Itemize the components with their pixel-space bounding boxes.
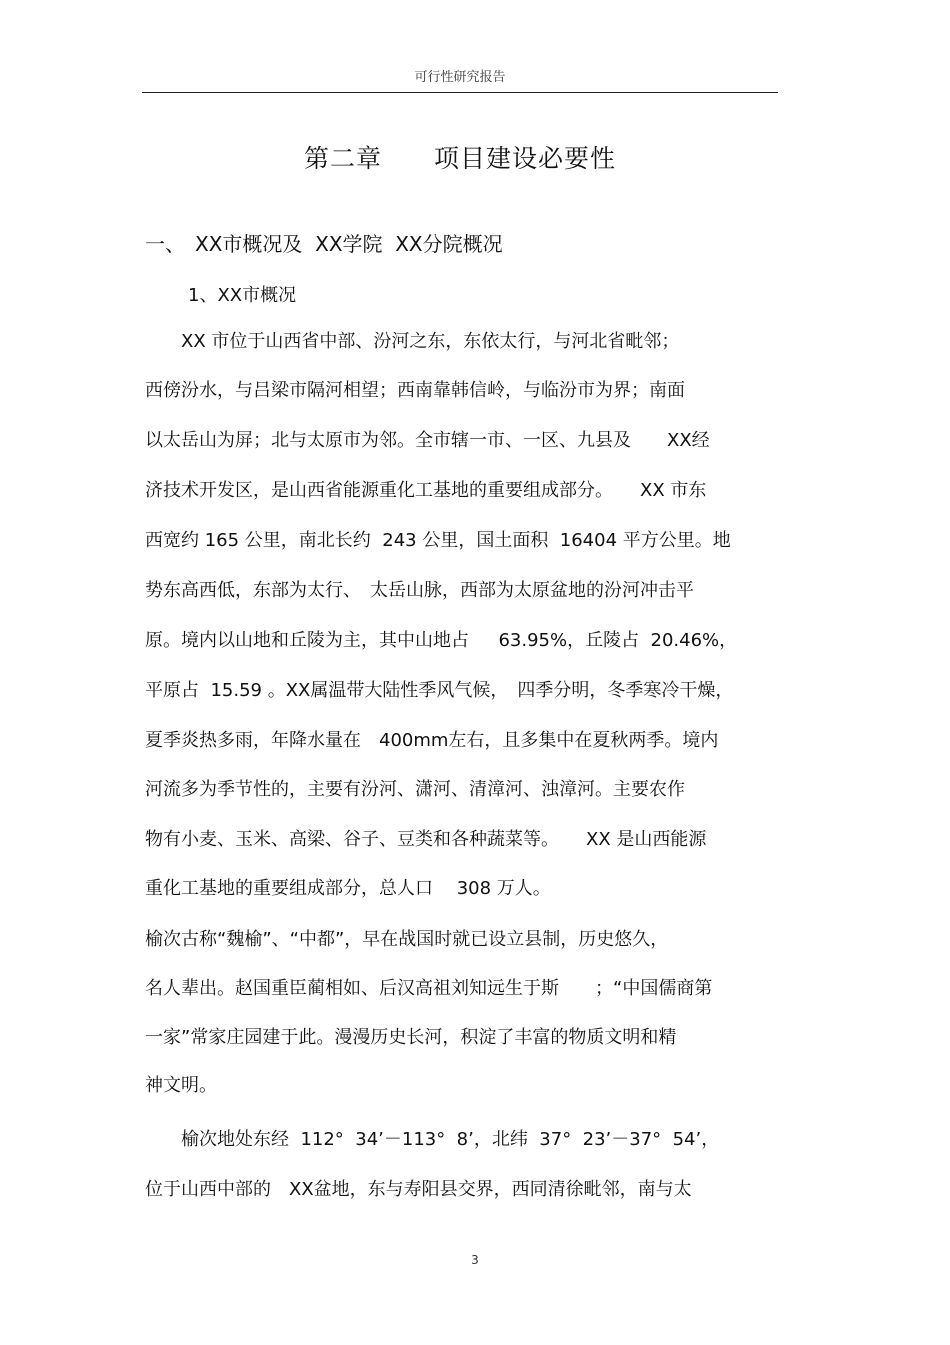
body-line: 平原占 15.59 。XX属温带大陆性季风气候， 四季分明，冬季寒冷干燥， [145, 680, 734, 701]
body-line: 西傍汾水，与吕梁市隔河相望；西南靠韩信岭，与临汾市为界；南面 [145, 380, 685, 401]
body-line: 原。境内以山地和丘陵为主，其中山地占 63.95%，丘陵占 20.46%， [145, 630, 738, 651]
body-line: 位于山西中部的 XX盆地，东与寿阳县交界，西同清徐毗邻，南与太 [145, 1179, 692, 1200]
body-line: 济技术开发区，是山西省能源重化工基地的重要组成部分。 XX 市东 [145, 480, 707, 501]
body-line: 一家”常家庄园建于此。漫漫历史长河，积淀了丰富的物质文明和精 [145, 1027, 677, 1048]
chapter-title: 第二章 项目建设必要性 [303, 143, 616, 173]
body-line: 榆次古称“魏榆”、“中都”，早在战国时就已设立县制，历史悠久， [145, 929, 669, 950]
body-line: 神文明。 [145, 1075, 217, 1096]
body-line: 势东高西低，东部为太行、 太岳山脉，西部为太原盆地的汾河冲击平 [145, 580, 694, 601]
body-line: XX 市位于山西省中部、汾河之东，东依太行，与河北省毗邻； [145, 331, 680, 352]
running-header: 可行性研究报告 [414, 70, 506, 85]
body-line: 榆次地处东经 112° 34’－113° 8’，北纬 37° 23’－37° 54’， [145, 1129, 720, 1150]
body-line: 夏季炎热多雨，年降水量在 400mm左右，且多集中在夏秋两季。境内 [145, 730, 719, 751]
body-line: 以太岳山为屏；北与太原市为邻。全市辖一市、一区、九县及 XX经 [145, 430, 710, 451]
header-rule [142, 92, 778, 93]
body-line: 重化工基地的重要组成部分，总人口 308 万人。 [145, 878, 551, 899]
page-number: 3 [471, 1253, 479, 1267]
body-line: 物有小麦、玉米、高梁、谷子、豆类和各种蔬菜等。 XX 是山西能源 [145, 829, 707, 850]
body-line: 河流多为季节性的，主要有汾河、潇河、清漳河、浊漳河。主要农作 [145, 779, 685, 800]
body-line: 西宽约 165 公里，南北长约 243 公里，国土面积 16404 平方公里。地 [145, 530, 731, 551]
subsection-heading: 1、XX市概况 [188, 285, 297, 306]
section-heading: 一、 XX市概况及 XX学院 XX分院概况 [145, 232, 503, 256]
body-line: 名人辈出。赵国重臣蔺相如、后汉高祖刘知远生于斯 ；“中国儒商第 [145, 978, 713, 999]
